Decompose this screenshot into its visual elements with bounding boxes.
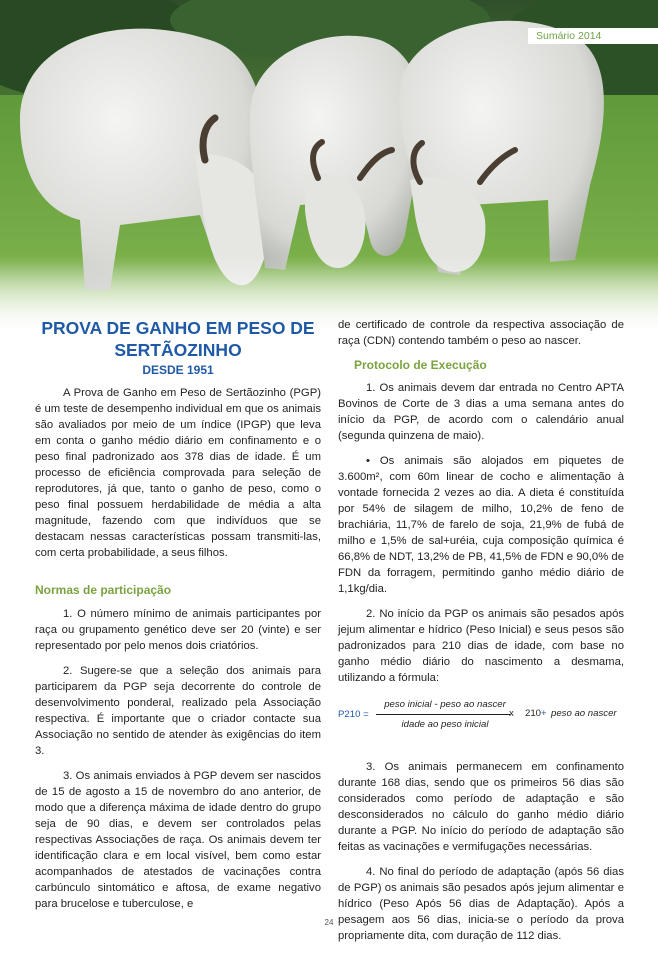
continuation-paragraph: de certificado de controle da respectiva associação de raça (CDN) contendo também o peso ao nascer. [338,319,624,347]
protocolo-heading: Protocolo de Execução [354,358,487,372]
left-column [35,317,321,921]
protocolo-bullet: • Os animais são alojados em piquetes de 3.600m², com 60m linear de cocho e alimentação à vontade fornecida 2 vezes ao dia. A dieta é constituída por 54% de silagem de milho, 10,2% de feno de brachiária, 11,7% de farelo de soja, 21,9% de fubá de milho e 1,5% de sal+uréia, cuja composição química é 66,8% de NDT, 13,2% de PB, 41,5% de FDN e 90,0% de FDN da forragem, permitindo ganho médio diário de 1,1kg/dia. [338,455,624,595]
formula-denominator: idade ao peso inicial [401,719,489,730]
hero-photo [0,0,658,335]
formula-fraction-bar [376,714,510,715]
normas-heading: Normas de participação [35,583,172,597]
article-title-line-2: SERTÃOZINHO [114,340,242,360]
normas-item-3: 3. Os animais enviados à PGP devem ser nascidos de 15 de agosto a 15 de novembro do ano anterior, de modo que a diferença máxima de idade dentro do grupo seja de 90 dias, e devem ser controlados pelas respectivas Associações de raça. Os animais devem ter identificação clara e em local visível, bem como estar acompanhados de atestados de vacinações contra carbúnculo sintomático e aftosa, de exame negativo para brucelose e tuberculose, e [35,770,321,910]
article-title-line-1: PROVA DE GANHO EM PESO DE [41,318,315,338]
section-badge: Sumário 2014 [528,28,658,44]
protocolo-item-3: 3. Os animais permanecem em confinamento durante 168 dias, sendo que os primeiros 56 dias são considerados como período de adaptação e são desconsiderados no cálculo do ganho médio diário durante a PGP. No início do período de adaptação são feitas as vacinações e vermifugações necessárias. [338,761,624,853]
right-column [338,317,624,953]
protocolo-item-2: 2. No início da PGP os animais são pesados após jejum alimentar e hídrico (Peso Inicial) e seus pesos são padronizados para 210 dias de idade, com base no ganho médio diário do nascimento a desmama, utilizando a fórmula: [338,608,624,684]
normas-item-2: 2. Sugere-se que a seleção dos animais para participarem da PGP seja decorrente do controle de desenvolvimento ponderal, realizado pela Associação respectiva. É importante que o criador contacte sua Associação no sentido de atender às exigências do item 3. [35,665,321,757]
article-subtitle: DESDE 1951 [142,363,214,377]
formula-numerator: peso inicial - peso ao nascer [384,699,506,710]
page-number: 24 [324,918,334,927]
protocolo-item-4: 4. No final do período de adaptação (após 56 dias de PGP) os animais são pesados após jejum alimentar e hídrico (Peso Após 56 dias de Adaptação). Após a pesagem aos 56 dias, inicia-se o período da prova propriamente dita, com duração de 112 dias. [338,866,624,942]
normas-item-1: 1. O número mínimo de animais participantes por raça ou grupamento genético deve ser 20 (vinte) e ser representado por pelo menos dois criatórios. [35,608,321,652]
formula-constant: 210 [525,708,542,719]
formula-lhs: P210 = [338,709,369,720]
article-title [35,317,321,361]
intro-paragraph: A Prova de Ganho em Peso de Sertãozinho (PGP) é um teste de desempenho individual em que os animais são avaliados por meio de um índice (IPGP) que leva em conta o ganho médio diário em confinamento e o peso final padronizado aos 378 dias de idade. É um processo de eficiência comprovada para seleção de reprodutores, já que, tanto o ganho de peso, como o peso final possuem herdabilidade de média a alta magnitude, fazendo com que indivíduos que se destacam nessas características possam transmiti-las, com certa probabilidade, a seus filhos. [35,387,321,559]
formula-multiply-sign: x [509,708,514,719]
protocolo-item-1: 1. Os animais devem dar entrada no Centro APTA Bovinos de Corte de 3 dias a uma semana antes do início da PGP, de acordo com o calendário anual (segunda quinzena de maio). [338,382,624,442]
formula-term: peso ao nascer [551,708,617,719]
p210-formula [338,695,624,741]
formula-plus-sign: + [541,708,547,719]
